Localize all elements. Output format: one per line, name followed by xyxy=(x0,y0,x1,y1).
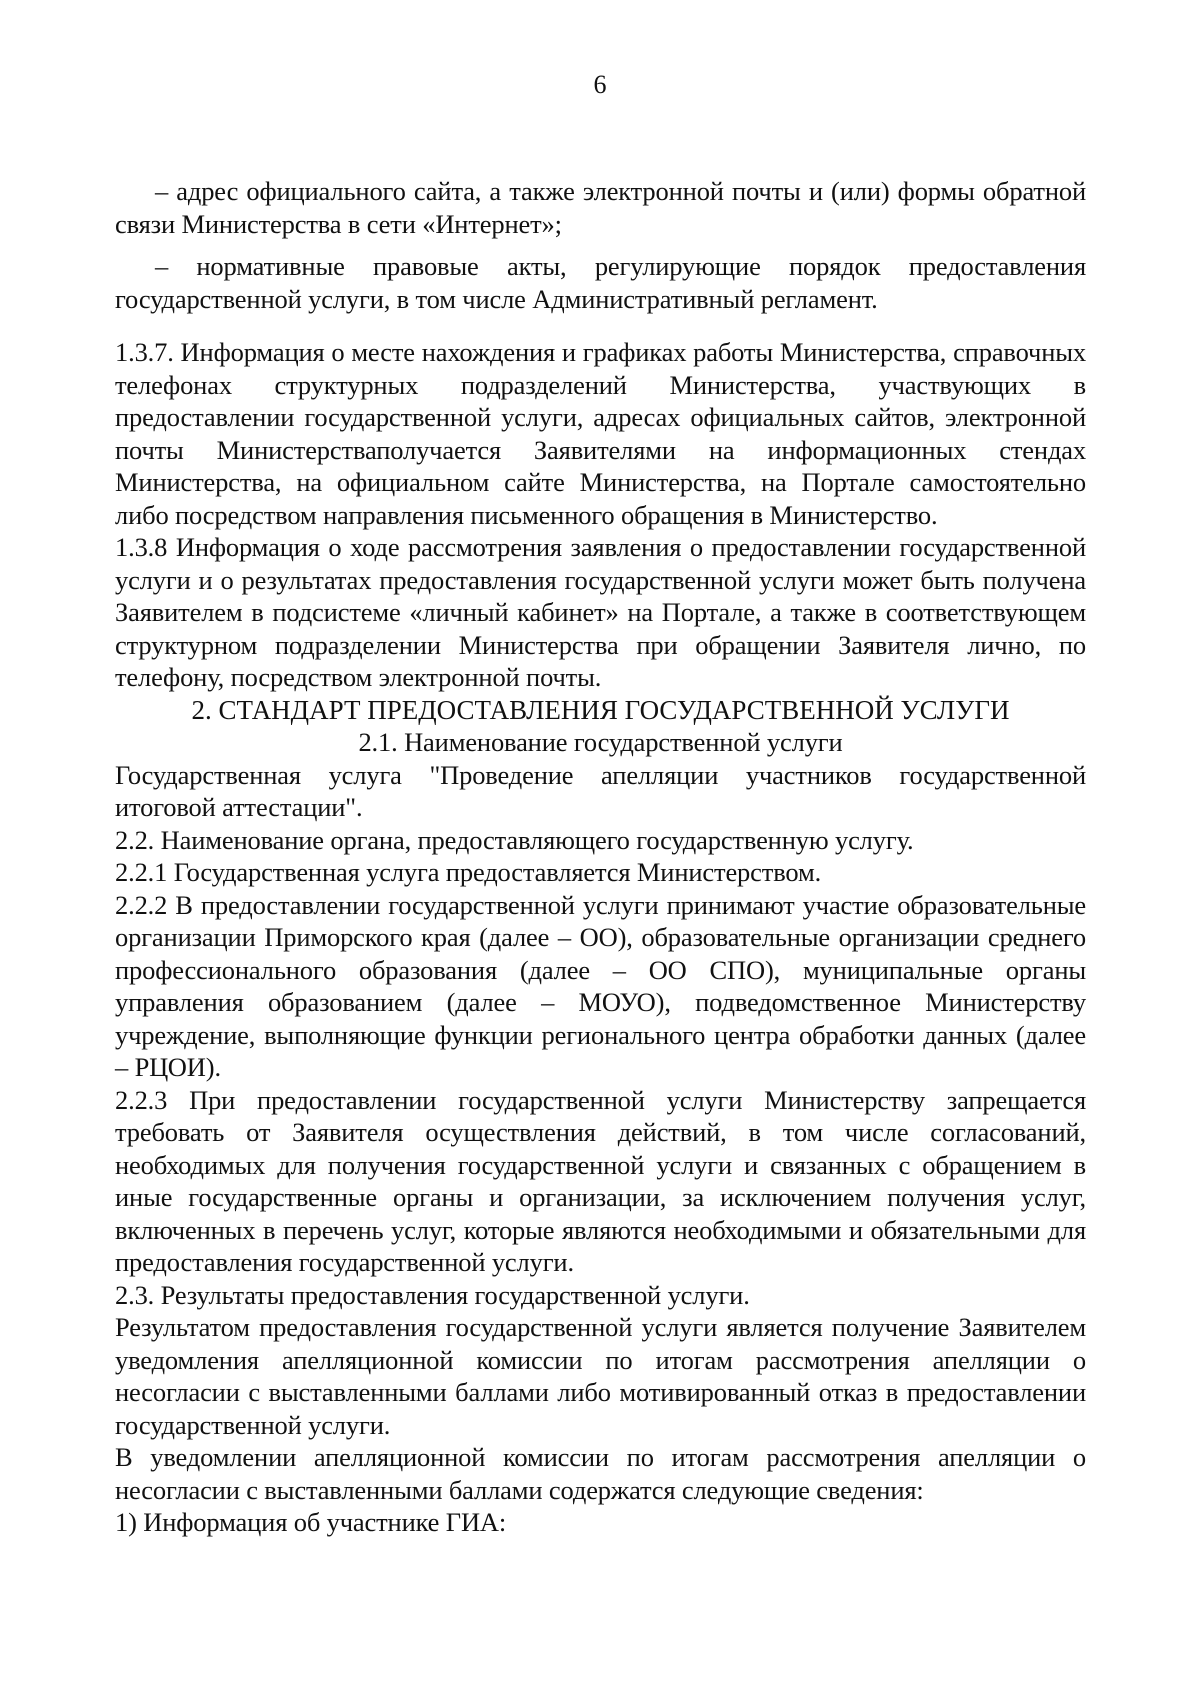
paragraph-2-2: 2.2. Наименование органа, предоставляющего государственную услугу. xyxy=(115,824,914,855)
paragraph-2-1-service-name: Государственная услуга "Проведение апелляции участников государственной итоговой аттестации". xyxy=(115,759,1086,822)
paragraph-2-2-2: 2.2.2 В предоставлении государственной услуги принимают участие образовательные организации Приморского края (далее – ОО), образовательные организации среднего профессионального образования (далее – ОО СПО), муниципальные органы управления образованием (далее – МОУО), подведомственное Министерству учреждение, выполняющие функции регионального центра обработки данных (далее – РЦОИ). xyxy=(115,889,1086,1082)
paragraph-2-2-3: 2.2.3 При предоставлении государственной услуги Министерству запрещается требовать от Заявителя осуществления действий, в том числе согласований, необходимых для получения государственной услуги и связанных с обращением в иные государственные органы и организации, за исключением получения услуг, включенных в перечень услуг, которые являются необходимыми и обязательными для предоставления государственной услуги. xyxy=(115,1084,1086,1277)
document-body xyxy=(115,175,1086,1539)
paragraph-2-3: 2.3. Результаты предоставления государственной услуги. xyxy=(115,1279,750,1310)
bullet-legal-acts: – нормативные правовые акты, регулирующие порядок предоставления государственной услуги, в том числе Административный регламент. xyxy=(115,251,1086,314)
paragraph-2-3-result: Результатом предоставления государственной услуги является получение Заявителем уведомления апелляционной комиссии по итогам рассмотрения апелляции о несогласии с выставленными баллами либо мотивированный отказ в предоставлении государственной услуги. xyxy=(115,1312,1086,1440)
paragraph-2-3-notice: В уведомлении апелляционной комиссии по итогам рассмотрения апелляции о несогласии с выставленными баллами содержатся следующие сведения: xyxy=(115,1442,1086,1505)
bullet-website-address: – адрес официального сайта, а также электронной почты и (или) формы обратной связи Министерства в сети «Интернет»; xyxy=(115,176,1086,239)
paragraph-1-3-7: 1.3.7. Информация о месте нахождения и графиках работы Министерства, справочных телефонах структурных подразделений Министерства, участвующих в предоставлении государственной услуги, адресах официальных сайтов, электронной почты Министерстваполучается Заявителями на информационных стендах Министерства, на официальном сайте Министерства, на Портале самостоятельно либо посредством направления письменного обращения в Министерство. xyxy=(115,337,1086,530)
section-2-heading: 2. СТАНДАРТ ПРЕДОСТАВЛЕНИЯ ГОСУДАРСТВЕННОЙ УСЛУГИ xyxy=(191,694,1010,725)
page-number: 6 xyxy=(593,70,607,99)
paragraph-2-2-1: 2.2.1 Государственная услуга предоставляется Министерством. xyxy=(115,857,822,887)
section-2-1-subheading: 2.1. Наименование государственной услуги xyxy=(358,727,843,757)
paragraph-1-3-8: 1.3.8 Информация о ходе рассмотрения заявления о предоставлении государственной услуги и о результатах предоставления государственной услуги может быть получена Заявителем в подсистеме «личный кабинет» на Портале, а также в соответствующем структурном подразделении Министерства при обращении Заявителя лично, по телефону, посредством электронной почты. xyxy=(115,532,1086,692)
list-item-1-participant-info: 1) Информация об участнике ГИА: xyxy=(115,1507,507,1537)
